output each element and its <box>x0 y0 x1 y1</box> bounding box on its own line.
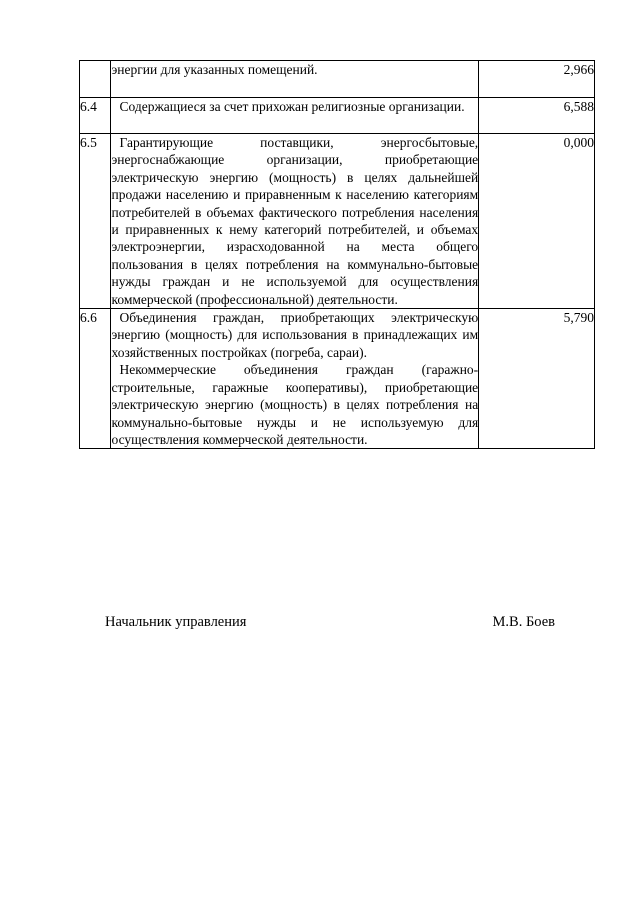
table-row <box>80 134 595 309</box>
row-number: 6.6 <box>80 309 111 449</box>
row-value: 6,588 <box>479 98 595 134</box>
row-description <box>111 134 479 309</box>
row-description <box>111 98 479 134</box>
signatory-position: Начальник управления <box>105 614 247 630</box>
row-description-paragraph: Объединения граждан, приобретающих электрическую энергию (мощность) для использования в принадлежащих им хозяйственных постройках (погреба, сараи). <box>111 310 479 360</box>
row-number <box>80 61 111 98</box>
row-description-paragraph: Некоммерческие объединения граждан (гаражно-строительные, гаражные кооперативы), приобретающие электрическую энергию (мощность) в целях потребления на коммунально-бытовые нужды и не используемую для осуществления коммерческой деятельности. <box>111 362 479 447</box>
row-value: 5,790 <box>479 309 595 449</box>
row-value: 0,000 <box>479 134 595 309</box>
row-description-paragraph: Гарантирующие поставщики, энергосбытовые, энергоснабжающие организации, приобретающие электрическую энергию (мощность) в целях дальнейшей продажи населению и приравненным к населению категориям потребителей в объемах фактического потребления населения и приравненных к нему категорий потребителей, и объемах электроэнергии, израсходованной на места общего пользования в целях потребления на коммунально-бытовые нужды граждан и не используемой для осуществления коммерческой (профессиональной) деятельности. <box>111 135 479 307</box>
tariff-table <box>79 60 595 449</box>
signatory-name: М.В. Боев <box>492 614 555 630</box>
row-value: 2,966 <box>479 61 595 98</box>
signature-block <box>105 613 555 631</box>
row-number: 6.5 <box>80 134 111 309</box>
row-description <box>111 61 479 98</box>
row-description-paragraph: Содержащиеся за счет прихожан религиозные организации. <box>119 99 465 114</box>
table-row <box>80 309 595 449</box>
row-description <box>111 309 479 449</box>
row-number: 6.4 <box>80 98 111 134</box>
row-description-paragraph: энергии для указанных помещений. <box>111 62 318 77</box>
table-row <box>80 61 595 98</box>
table-row <box>80 98 595 134</box>
